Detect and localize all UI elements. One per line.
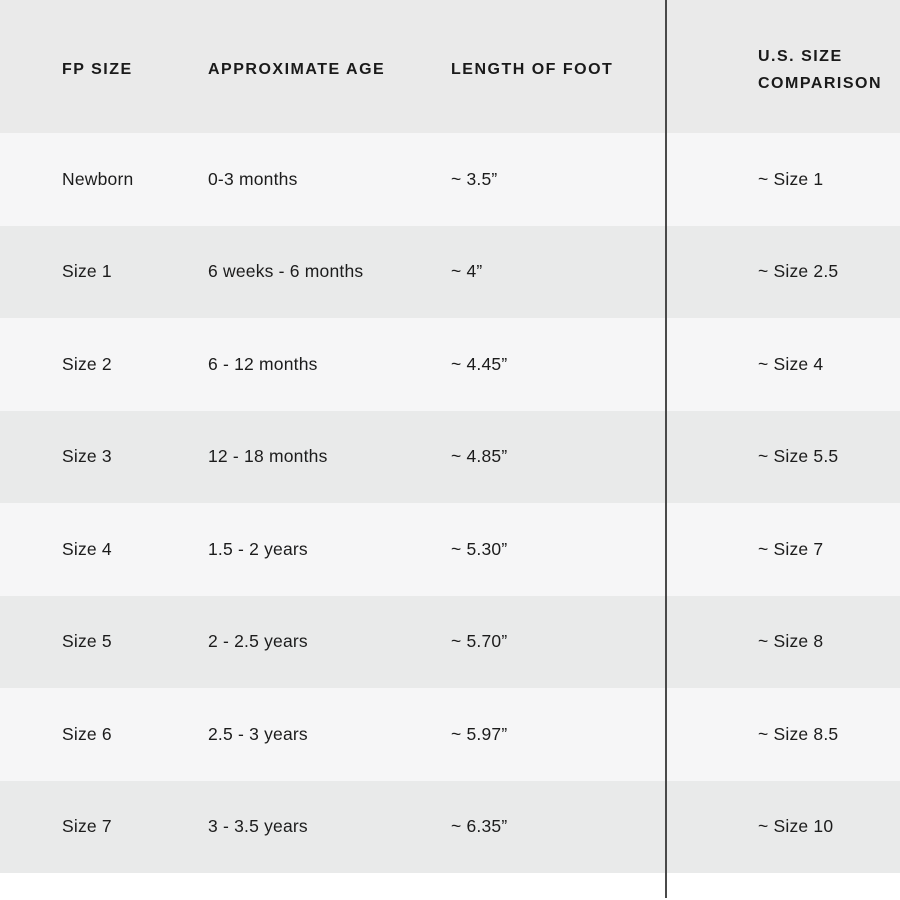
cell-us-size-comparison: ~ Size 8 xyxy=(758,631,824,652)
cell-approximate-age: 6 weeks - 6 months xyxy=(208,261,364,282)
cell-fp-size: Size 7 xyxy=(62,816,112,837)
cell-fp-size: Size 6 xyxy=(62,723,112,744)
vertical-divider-line xyxy=(665,0,667,898)
cell-length-of-foot: ~ 4” xyxy=(451,261,483,282)
cell-approximate-age: 0-3 months xyxy=(208,168,298,189)
cell-length-of-foot: ~ 5.70” xyxy=(451,631,508,652)
cell-approximate-age: 3 - 3.5 years xyxy=(208,816,308,837)
cell-fp-size: Size 4 xyxy=(62,538,112,559)
cell-fp-size: Size 2 xyxy=(62,353,112,374)
cell-fp-size: Size 5 xyxy=(62,631,112,652)
table-row xyxy=(0,503,900,596)
table-row xyxy=(0,781,900,874)
column-header-approximate-age: APPROXIMATE AGE xyxy=(208,60,386,78)
table-row xyxy=(0,318,900,411)
cell-approximate-age: 6 - 12 months xyxy=(208,353,318,374)
cell-us-size-comparison: ~ Size 1 xyxy=(758,168,824,189)
cell-length-of-foot: ~ 4.45” xyxy=(451,353,508,374)
cell-approximate-age: 2 - 2.5 years xyxy=(208,631,308,652)
cell-fp-size: Size 3 xyxy=(62,446,112,467)
cell-approximate-age: 12 - 18 months xyxy=(208,446,328,467)
column-header-us-size-comparison: U.S. SIZE COMPARISON xyxy=(758,47,883,92)
table-header-row xyxy=(0,0,900,133)
cell-length-of-foot: ~ 5.97” xyxy=(451,723,508,744)
cell-length-of-foot: ~ 4.85” xyxy=(451,446,508,467)
table-row xyxy=(0,133,900,226)
table-row xyxy=(0,226,900,319)
cell-length-of-foot: ~ 3.5” xyxy=(451,168,498,189)
cell-us-size-comparison: ~ Size 5.5 xyxy=(758,446,839,467)
cell-us-size-comparison: ~ Size 7 xyxy=(758,538,824,559)
table-row xyxy=(0,688,900,781)
cell-us-size-comparison: ~ Size 8.5 xyxy=(758,723,839,744)
cell-us-size-comparison: ~ Size 4 xyxy=(758,353,824,374)
cell-approximate-age: 1.5 - 2 years xyxy=(208,538,308,559)
cell-us-size-comparison: ~ Size 10 xyxy=(758,816,834,837)
table-row xyxy=(0,411,900,504)
column-header-fp-size: FP SIZE xyxy=(62,60,133,78)
cell-approximate-age: 2.5 - 3 years xyxy=(208,723,308,744)
column-header-length-of-foot: LENGTH OF FOOT xyxy=(451,60,614,78)
cell-fp-size: Newborn xyxy=(62,168,134,189)
cell-length-of-foot: ~ 6.35” xyxy=(451,816,508,837)
cell-us-size-comparison: ~ Size 2.5 xyxy=(758,261,839,282)
cell-length-of-foot: ~ 5.30” xyxy=(451,538,508,559)
cell-fp-size: Size 1 xyxy=(62,261,112,282)
table-row xyxy=(0,596,900,689)
